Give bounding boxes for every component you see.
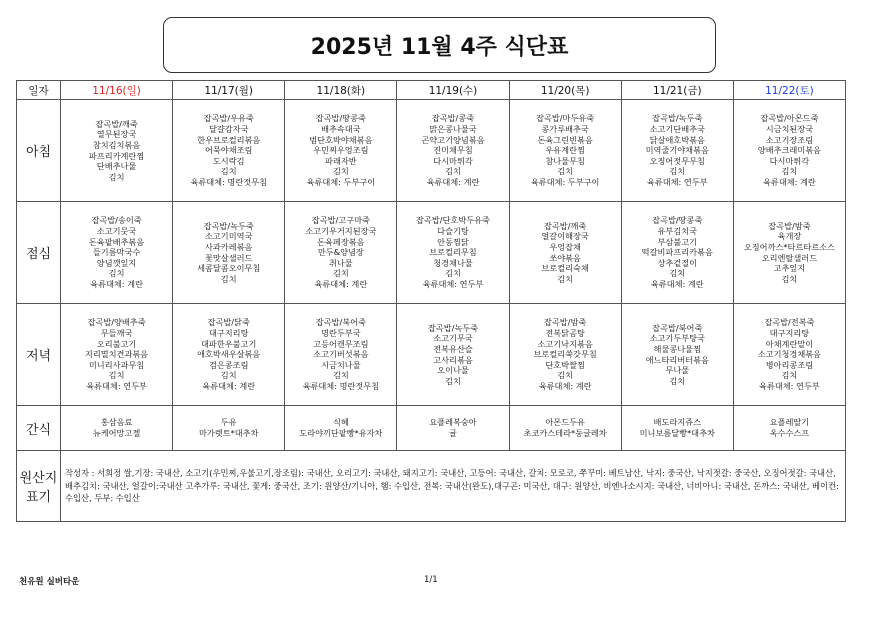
menu-item: 브로컬리무침 [429,247,477,258]
snack-menu-cell [397,406,509,451]
date-header-4: 11/20(목) [509,81,621,100]
menu-item: 잡곡밥/깨죽 [543,220,587,231]
menu-item: 파래자반 [325,155,357,166]
menu-item: 잡곡밥/송이죽 [91,215,142,226]
snack-menu-cell [285,406,397,451]
snack-menu-cell [621,406,733,451]
menu-item: 김치 [332,268,349,279]
menu-item: 돈육페장볶음 [317,236,365,247]
menu-item: 소고기단배추국 [649,124,705,135]
dinner-row [17,304,846,406]
menu-item: 김치 [445,166,461,177]
menu-item: 요플레복숭아 [429,417,477,428]
menu-item: 도라야끼단팥빵*유자차 [299,428,383,438]
menu-item: 해물콩나물찜 [653,343,701,354]
menu-item: 식혜 [332,417,349,428]
date-header-6: 11/22(토) [733,81,845,100]
menu-item: 초코카스테라*둥글레차 [523,428,607,438]
menu-item: 육류대체: 명란젓무침 [302,380,380,391]
lunch-row [17,202,846,304]
breakfast-menu-cell [61,100,173,202]
menu-item: 오리엔탈샐러드 [761,252,818,263]
menu-item: 잡곡밥/깨죽 [95,118,138,129]
weekly-menu-table [16,80,846,522]
menu-item: 소고기청경채볶음 [757,349,822,360]
snack-menu-cell [733,406,845,451]
menu-item: 들기름막국수 [92,247,141,258]
menu-item: 돈육그린빈볶음 [537,134,593,145]
menu-item: 아채계란말이 [765,338,814,349]
menu-item: 잡곡밥/밤죽 [543,317,587,328]
menu-item: 잡곡밥/밤죽 [768,220,811,231]
menu-item: 어묵야채조림 [204,145,253,156]
menu-item: 명란두부국 [321,328,361,339]
breakfast-menu-cell [285,100,397,202]
menu-item: 무들깨국 [100,328,133,339]
menu-item: 소고기뭇국 [96,226,137,237]
menu-item: 다시마튀각 [433,155,473,166]
menu-item: 닭살애호박볶음 [649,134,705,145]
date-header-0: 11/16(일) [61,81,173,100]
menu-item: 대구지리탕 [208,328,249,339]
menu-item: 애호박새우살볶음 [197,349,261,360]
date-header-row [17,81,846,100]
menu-item: 육류대체: 두부구이 [306,176,376,187]
menu-item: 맑은콩나물국 [429,124,477,135]
snack-label: 간식 [17,406,61,451]
menu-item: 도시락김 [212,155,245,166]
breakfast-menu-cell [621,100,733,202]
menu-item: 잡곡밥/콩죽 [431,113,475,124]
menu-item: 배도라지쥬스 [653,417,701,428]
menu-item: 열무된장국 [96,129,137,140]
menu-item: 잡곡밥/고구마죽 [311,215,370,226]
menu-item: 육류대체: 계란 [763,176,816,187]
breakfast-menu-cell [733,100,845,202]
menu-item: 우민찌우엉조림 [313,145,369,156]
menu-item: 애느타리버터볶음 [645,354,709,365]
menu-item: 김치 [332,370,349,381]
snack-menu-cell [173,406,285,451]
menu-item: 범단호박야채볶음 [309,134,373,145]
menu-item: 김치 [220,370,237,381]
menu-item: 잡곡밥/우유죽 [203,113,254,124]
menu-item: 잡곡밥/녹두죽 [652,113,703,124]
origin-row [17,451,846,522]
menu-item: 육개장 [777,231,802,242]
menu-item: 김치 [781,370,798,381]
menu-item: 시금치나물 [321,359,361,370]
menu-item: 육류대체: 연두부 [759,380,820,391]
menu-item: 배추속대국 [321,124,361,135]
menu-item: 콩가루배추국 [541,124,589,135]
menu-item: 소고기두부탕국 [649,333,705,344]
menu-item: 김치 [557,273,574,284]
menu-item: 곤약고기양념볶음 [421,134,485,145]
menu-item: 단호박쌀찜 [545,359,585,370]
menu-item: 김치 [220,273,237,284]
breakfast-menu-cell [509,100,621,202]
menu-item: 상추겉절이 [657,257,698,268]
lunch-menu-cell [509,202,621,304]
menu-item: 잡곡밥/녹두죽 [427,322,479,333]
menu-item: 한우브로컬리볶음 [197,134,261,145]
menu-item: 잡곡밥/아몬드죽 [760,113,819,124]
snack-menu-cell [61,406,173,451]
menu-item: 병아리콩조림 [765,359,814,370]
menu-item: 브로컬리숙채 [541,263,589,274]
menu-item: 청경채나물 [433,257,473,268]
menu-item: 육류대체: 계란 [90,278,143,289]
menu-item: 잡곡밥/단호박두유죽 [416,215,490,226]
lunch-menu-cell [397,202,509,304]
lunch-menu-cell [621,202,733,304]
menu-item: 지리멸치견과볶음 [84,349,149,360]
dinner-menu-cell [397,304,509,406]
date-header-3: 11/19(수) [397,81,509,100]
menu-item: 김치 [557,370,574,381]
menu-item: 브로컬리쑥갓무침 [533,349,597,360]
menu-item: 얼갈이해장국 [541,231,589,242]
menu-item: 김치 [557,166,574,177]
dinner-label: 저녁 [17,304,61,406]
menu-item: 김치 [669,375,686,386]
menu-item: 대구지리탕 [769,328,810,339]
menu-item: 취나물 [328,257,353,268]
menu-item: 육류대체: 계란 [314,278,368,289]
menu-item: 대파한우불고기 [201,338,257,349]
menu-item: 잡곡밥/땅콩죽 [652,215,703,226]
menu-item: 양배추크래미볶음 [757,145,822,156]
menu-item: 고추잎지 [773,263,806,274]
menu-item: 전복닭곰탕 [545,328,585,339]
menu-item: 오징어까스*타르타르소스 [743,241,835,252]
menu-item: 파프리카계란찜 [88,150,145,161]
menu-item: 김치 [108,171,125,182]
menu-item: 참나물무침 [545,155,585,166]
menu-item: 다슬기탕 [437,226,469,237]
date-header-5: 11/21(금) [621,81,733,100]
menu-item: 뉴케어망고젤 [92,428,141,438]
menu-item: 소고기미역국 [204,231,253,242]
menu-item: 김치 [669,166,686,177]
menu-item: 잡곡밥/양배추죽 [87,317,146,328]
dinner-menu-cell [173,304,285,406]
menu-item: 육류대체: 두부구이 [530,176,600,187]
menu-item: 돈육팥배추볶음 [88,236,145,247]
menu-item: 육류대체: 연두부 [422,278,484,289]
menu-item: 고등어캔무조림 [313,338,369,349]
menu-item: 양념깻잎지 [96,257,137,268]
menu-item: 요플레딸기 [769,417,810,428]
menu-item: 홍삼음료 [100,417,133,428]
origin-text: 작성자 : 서희정 쌀,기장: 국내산, 소고기(우민찌,우불고기,장조림): 국내산, 오리고기: 국내산, 돼지고기: 국내산, 고등어: 국내산, 갈치: 모로코, 쭈꾸미: 베트남산, 낙지: 중국산, 낙지젓갈: 중국산, 오징어젓갈: 국내산, 배추김치: 국내산, 얼갈이:국내산 고추가루: 국내산, 꽃게: 중국산, 조기: 원양산/기니아, 햄: 수입산, 전복: 국내산(완도),대구곤: 미국산, 대구: 원양산, 비엔나소시지: 국내산, 너비아니: 국내산, 돈까스: 국내산, 베이컨: 수입산, 두부: 수입산 [61,451,846,522]
date-header-2: 11/18(화) [285,81,397,100]
date-header-corner: 일자 [17,81,61,100]
lunch-menu-cell [61,202,173,304]
dinner-menu-cell [621,304,733,406]
menu-item: 미니보름달빵*대추차 [639,428,715,438]
breakfast-menu-cell [173,100,285,202]
menu-item: 미역줄기야채볶음 [645,145,709,156]
menu-item: 김치 [781,273,798,284]
menu-item: 만두&양념장 [317,247,364,258]
menu-item: 세콤달콤오이무침 [197,263,261,274]
menu-title: 2025년 11월 4주 식단표 [163,17,716,73]
menu-item: 소고기낙지볶음 [537,338,593,349]
menu-item: 쏘야볶음 [549,252,581,263]
menu-item: 소고기우거지된장국 [305,226,377,237]
dinner-menu-cell [285,304,397,406]
menu-item: 김치 [220,166,237,177]
menu-item: 단배추나물 [96,161,137,172]
dinner-menu-cell [733,304,845,406]
menu-item: 부삼불고기 [657,236,698,247]
menu-item: 김치 [332,166,349,177]
menu-item: 미니리사과무침 [88,359,145,370]
menu-item: 유부김치국 [657,226,698,237]
menu-item: 다시마튀각 [769,155,810,166]
menu-item: 소고기버섯볶음 [313,349,369,360]
menu-item: 잡곡밥/마두유죽 [536,113,595,124]
snack-row [17,406,846,451]
menu-item: 소고기무국 [433,333,473,344]
menu-item: 김치 [108,370,125,381]
menu-item: 귤 [449,428,457,438]
lunch-menu-cell [173,202,285,304]
menu-item: 시금치된장국 [765,124,814,135]
menu-item: 김치 [781,166,798,177]
lunch-menu-cell [733,202,845,304]
menu-item: 김치 [445,375,461,386]
menu-item: 잡곡밥/북어죽 [652,322,703,333]
menu-item: 안동찜닭 [437,236,469,247]
menu-item: 참치김치볶음 [92,139,141,150]
menu-item: 잡곡밥/닭죽 [207,317,250,328]
menu-item: 무나물 [665,365,690,376]
menu-item: 김치 [669,268,686,279]
menu-item: 육류대체: 계란 [538,380,592,391]
menu-item: 잡곡밥/전복죽 [764,317,815,328]
menu-item: 옥수수스프 [769,428,810,438]
breakfast-label: 아침 [17,100,61,202]
menu-item: 고사리볶음 [433,354,473,365]
menu-item: 육류대체: 계란 [650,278,704,289]
breakfast-menu-cell [397,100,509,202]
menu-item: 육류대체: 명란젓무침 [190,176,267,187]
menu-item: 사과카레볶음 [204,241,253,252]
menu-item: 두유 [220,417,237,428]
menu-item: 마가렛트*대추차 [198,428,259,438]
menu-item: 잡곡밥/땅콩죽 [315,113,366,124]
lunch-menu-cell [285,202,397,304]
menu-item: 떡갈비파프리카볶음 [641,247,713,258]
menu-item: 전복유산슬 [433,343,473,354]
menu-item: 진미채무침 [433,145,473,156]
menu-item: 아몬드두유 [545,417,585,428]
menu-item: 육류대체: 연두부 [646,176,708,187]
menu-item: 우엉잡채 [549,241,581,252]
menu-item: 잡곡밥/녹두죽 [203,220,254,231]
snack-menu-cell [509,406,621,451]
menu-item: 우유계란찜 [545,145,585,156]
menu-item: 오징어젓무무침 [649,155,705,166]
lunch-label: 점심 [17,202,61,304]
dinner-menu-cell [61,304,173,406]
menu-item: 잡곡밥/북어죽 [315,317,366,328]
breakfast-row [17,100,846,202]
menu-item: 김치 [445,268,461,279]
menu-item: 꽃맛살샐러드 [204,252,253,263]
menu-item: 김치 [108,268,125,279]
date-header-1: 11/17(월) [173,81,285,100]
menu-item: 육류대체: 계란 [202,380,256,391]
origin-label: 원산지 표기 [17,451,61,522]
dinner-menu-cell [509,304,621,406]
menu-item: 오리불고기 [96,338,137,349]
menu-item: 달걀감자국 [208,124,249,135]
menu-item: 육류대체: 계란 [426,176,480,187]
menu-item: 육류대체: 연두부 [86,380,147,391]
menu-item: 검은콩조림 [208,359,249,370]
page-number: 1/1 [424,575,438,585]
menu-item: 소고기장조림 [765,134,814,145]
organization-name: 천유원 실버타운 [19,577,80,587]
menu-item: 오이나물 [437,365,469,376]
